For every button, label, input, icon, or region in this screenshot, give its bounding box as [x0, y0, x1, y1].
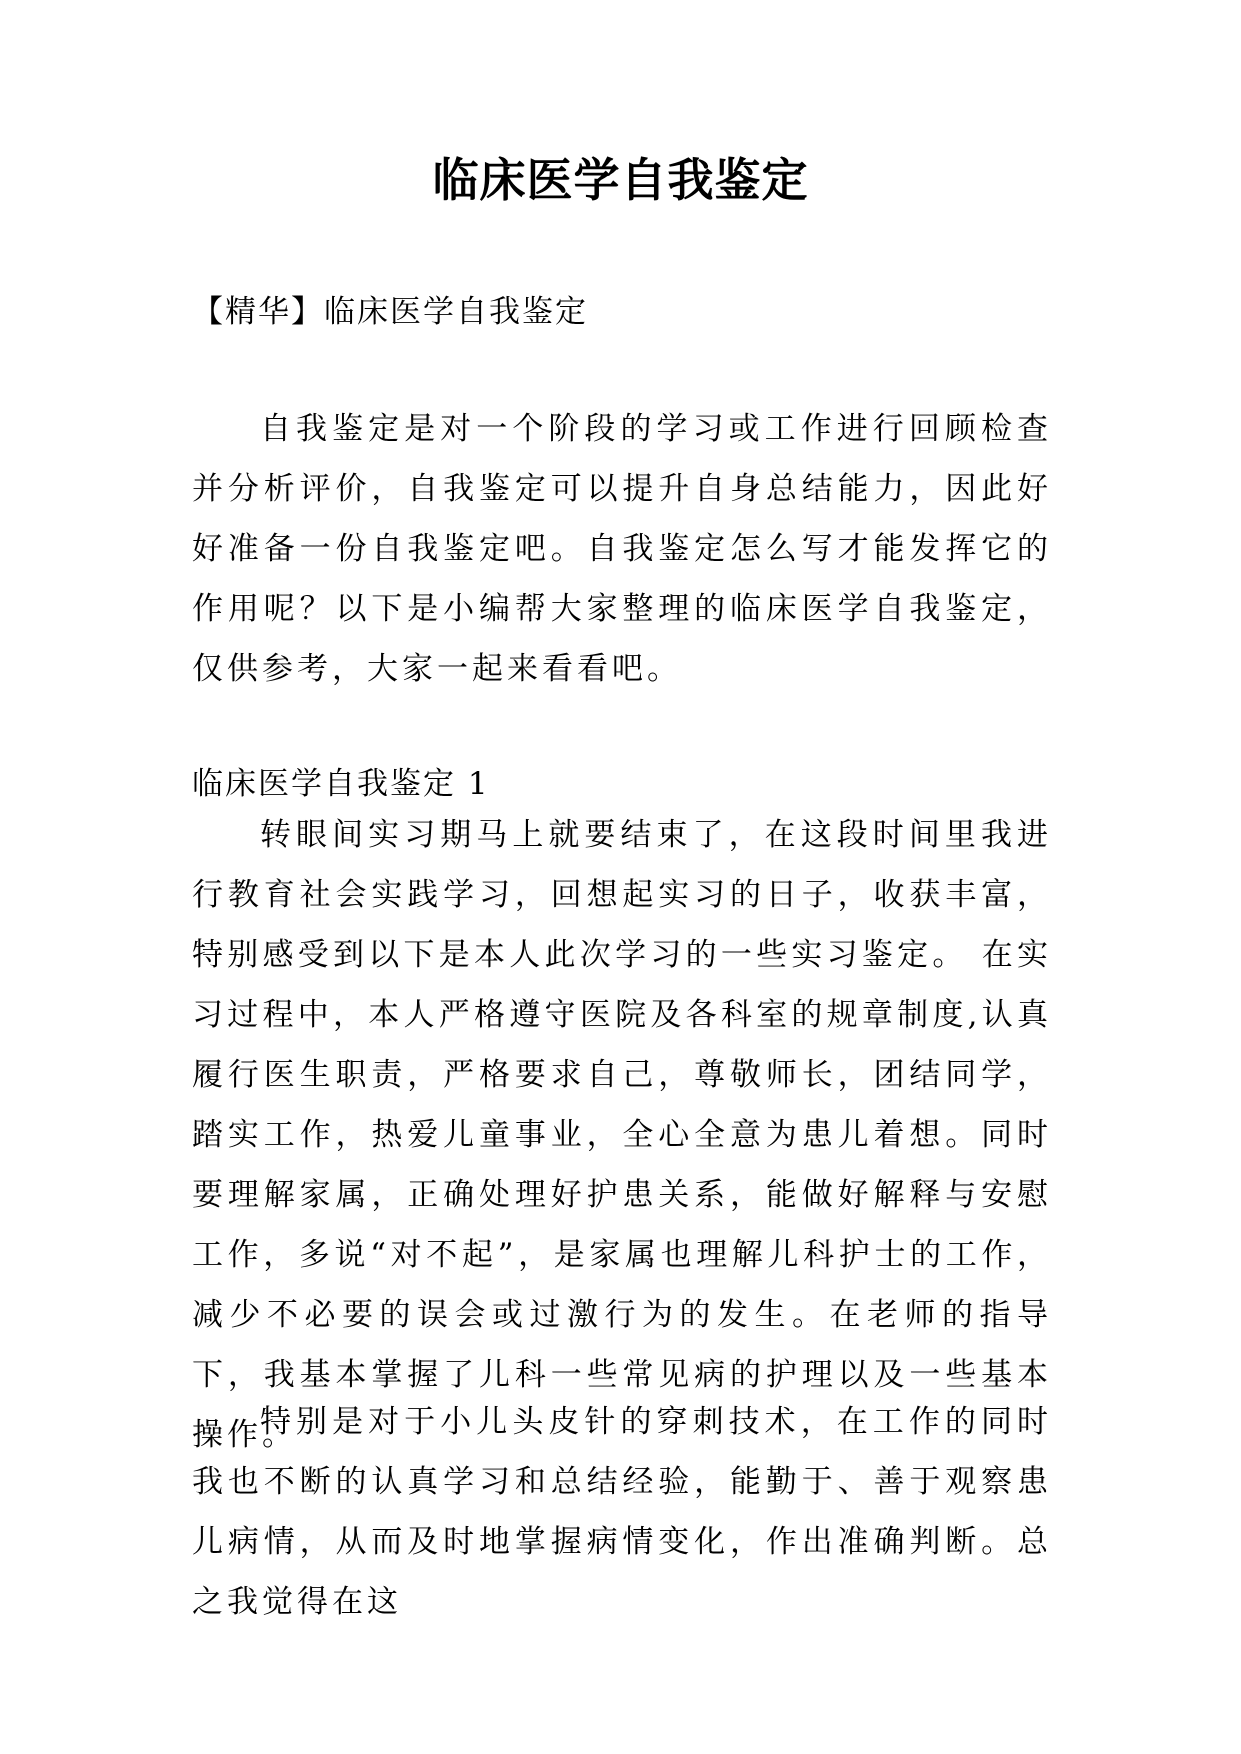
- body-paragraph-2: 特别是对于小儿头皮针的穿刺技术，在工作的同时我也不断的认真学习和总结经验，能勤于、善于观察患儿病情，从而及时地掌握病情变化，作出准确判断。总之我觉得在这: [192, 1404, 1052, 1620]
- document-subtitle: 【精华】临床医学自我鉴定: [192, 294, 588, 330]
- body-paragraph-1: 转眼间实习期马上就要结束了，在这段时间里我进行教育社会实践学习，回想起实习的日子，收获丰富，特别感受到以下是本人此次学习的一些实习鉴定。 在实习过程中，本人严格遵守医院及各科室的规章制度,认真履行医生职责，严格要求自己，尊敬师长，团结同学，踏实工作，热爱儿童事业，全心全意为患儿着想。同时要理解家属，正确处理好护患关系，能做好解释与安慰工作，多说“对不起”，是家属也理解儿科护士的工作，减少不必要的误会或过激行为的发生。在老师的指导下，我基本掌握了儿科一些常见病的护理以及一些基本操作。: [192, 817, 1052, 1453]
- document-title: 临床医学自我鉴定: [432, 153, 809, 207]
- intro-paragraph: 自我鉴定是对一个阶段的学习或工作进行回顾检查并分析评价，自我鉴定可以提升自身总结能力，因此好好准备一份自我鉴定吧。自我鉴定怎么写才能发挥它的作用呢？以下是小编帮大家整理的临床医学自我鉴定，仅供参考，大家一起来看看吧。: [192, 411, 1052, 687]
- section-heading: 临床医学自我鉴定 1: [192, 766, 490, 802]
